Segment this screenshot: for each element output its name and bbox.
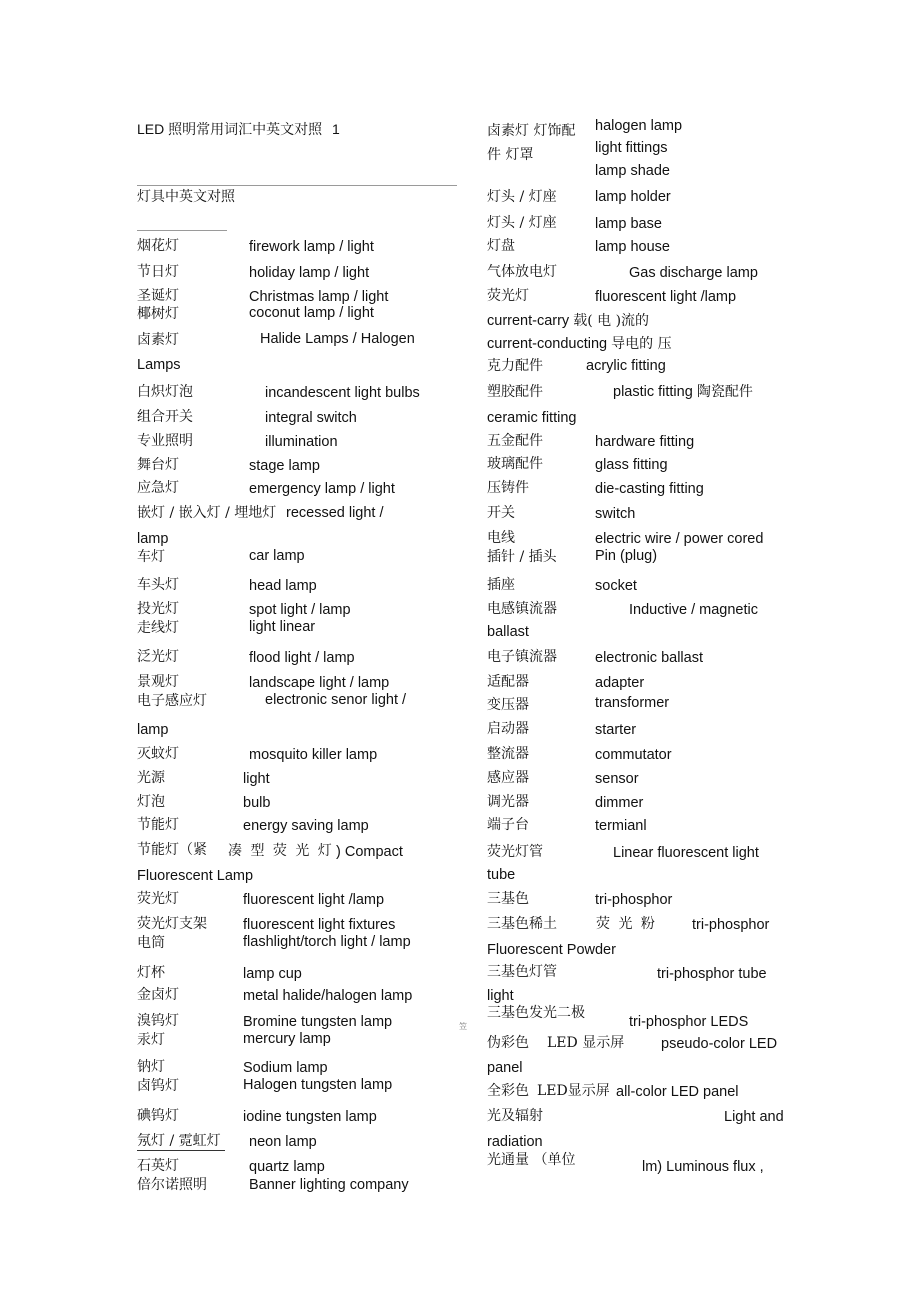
- term-en: acrylic fitting: [586, 358, 666, 374]
- term-en: transformer: [595, 695, 670, 711]
- term-en: lamp holder: [595, 189, 671, 205]
- term-en-cont: lamp: [137, 531, 169, 547]
- term-en: all-color LED panel: [616, 1084, 739, 1100]
- term-en: Halogen tungsten lamp: [243, 1077, 393, 1093]
- term-en: pseudo-color LED: [661, 1036, 778, 1052]
- term-en: bulb: [243, 795, 271, 811]
- term-zh: 光源: [137, 770, 165, 786]
- term-zh-part: 载( 电 )流的: [573, 313, 650, 329]
- term-en: termianl: [595, 818, 647, 834]
- term-zh: 气体放电灯: [487, 264, 557, 280]
- term-en: coconut lamp / light: [249, 305, 374, 321]
- term-zh: 白炽灯泡: [137, 384, 193, 400]
- term-en: lm) Luminous flux ,: [642, 1159, 764, 1175]
- term-en: [487, 312, 649, 330]
- term-zh: 荧光灯管: [487, 844, 543, 860]
- term-zh-part: 导电的 压: [611, 336, 672, 352]
- term-zh: 碘钨灯: [137, 1108, 179, 1124]
- term-en: mercury lamp: [243, 1031, 331, 1047]
- term-en: Christmas lamp / light: [249, 289, 389, 305]
- term-en: Gas discharge lamp: [629, 265, 758, 281]
- term-mid: LED显示屏: [537, 1083, 610, 1099]
- term-zh: 开关: [487, 505, 515, 521]
- term-en: integral switch: [265, 410, 357, 426]
- term-zh: 光及辐射: [487, 1108, 543, 1124]
- term-zh: 烟花灯: [137, 238, 179, 254]
- term-zh: 调光器: [487, 794, 529, 810]
- term-en: Banner lighting company: [249, 1177, 409, 1193]
- term-zh: 灯盘: [487, 238, 515, 254]
- term-en: car lamp: [249, 548, 305, 564]
- term-en: light: [243, 771, 270, 787]
- term-zh: 氖灯 / 霓虹灯: [137, 1133, 221, 1149]
- term-zh: 车头灯: [137, 577, 179, 593]
- term-en-cont: panel: [487, 1060, 523, 1076]
- term-zh-cont: 件 灯罩: [487, 147, 534, 163]
- term-en: stage lamp: [249, 458, 320, 474]
- term-en: [487, 335, 672, 353]
- term-zh: 感应器: [487, 770, 529, 786]
- term-en: switch: [595, 506, 636, 522]
- term-en: Pin (plug): [595, 548, 658, 564]
- term-en: electronic ballast: [595, 650, 703, 666]
- term-en-cont: ceramic fitting: [487, 410, 577, 426]
- term-en: electric wire / power cored: [595, 531, 764, 547]
- term-zh-cont: 凑 型 荧 光 灯: [228, 843, 332, 859]
- title-prefix: LED: [137, 121, 165, 137]
- term-en: incandescent light bulbs: [265, 385, 420, 401]
- term-zh: 节能灯: [137, 817, 179, 833]
- term-zh: 变压器: [487, 697, 529, 713]
- term-en: light fittings: [595, 140, 668, 156]
- term-en: sensor: [595, 771, 639, 787]
- term-zh: 节能灯（紧: [137, 842, 207, 858]
- term-zh: 舞台灯: [137, 457, 179, 473]
- term-en-cont: radiation: [487, 1134, 543, 1150]
- term-en: tri-phosphor: [692, 917, 770, 933]
- term-en: socket: [595, 578, 637, 594]
- term-en: emergency lamp / light: [249, 481, 395, 497]
- term-en: adapter: [595, 675, 645, 691]
- term-en: illumination: [265, 434, 338, 450]
- term-zh: 压铸件: [487, 480, 529, 496]
- term-zh: 走线灯: [137, 620, 179, 636]
- term-zh: 应急灯: [137, 480, 179, 496]
- subtitle-rule: [137, 230, 227, 231]
- term-zh: 塑胶配件: [487, 384, 543, 400]
- neon-underline: [137, 1150, 225, 1151]
- term-zh: 克力配件: [487, 358, 543, 374]
- term-zh: 卤素灯: [137, 332, 179, 348]
- term-en: Halide Lamps / Halogen: [260, 331, 415, 347]
- term-en: electronic senor light /: [265, 692, 407, 708]
- term-zh: 三基色: [487, 891, 529, 907]
- term-zh: 三基色稀土: [487, 916, 557, 932]
- term-zh-part: 陶瓷配件: [696, 384, 753, 400]
- term-zh: 整流器: [487, 746, 529, 762]
- term-zh: 灯头 / 灯座: [487, 189, 557, 205]
- subtitle: 灯具中英文对照: [137, 189, 235, 205]
- term-en: flashlight/torch light / lamp: [243, 934, 411, 950]
- term-en: quartz lamp: [249, 1159, 325, 1175]
- term-zh: 全彩色: [487, 1083, 529, 1099]
- term-en: lamp shade: [595, 163, 670, 179]
- term-zh: 三基色发光二极: [487, 1005, 585, 1021]
- term-zh: 投光灯: [137, 601, 179, 617]
- term-en-cont: tube: [487, 867, 516, 883]
- term-en: dimmer: [595, 795, 644, 811]
- term-zh: 适配器: [487, 674, 529, 690]
- term-en: Light and: [724, 1109, 784, 1125]
- term-en: glass fitting: [595, 457, 668, 473]
- term-en: fluorescent light /lamp: [243, 892, 385, 908]
- term-zh: 钠灯: [137, 1059, 165, 1075]
- term-en: ) Compact: [336, 844, 403, 860]
- term-en: Linear fluorescent light: [613, 845, 759, 861]
- term-zh: 五金配件: [487, 433, 543, 449]
- term-zh: 石英灯: [137, 1158, 179, 1174]
- term-zh: 椰树灯: [137, 306, 179, 322]
- term-zh: 金卤灯: [137, 987, 179, 1003]
- term-en: tri-phosphor: [595, 892, 673, 908]
- term-en-cont: light: [487, 988, 514, 1004]
- term-zh: 插座: [487, 577, 515, 593]
- term-en: hardware fitting: [595, 434, 695, 450]
- term-en: firework lamp / light: [249, 239, 374, 255]
- term-en-cont: Lamps: [137, 357, 181, 373]
- term-en: Inductive / magnetic: [629, 602, 758, 618]
- term-en-part: current-carry: [487, 313, 570, 329]
- term-en: fluorescent light /lamp: [595, 289, 737, 305]
- term-en: recessed light /: [286, 505, 384, 521]
- term-en: flood light / lamp: [249, 650, 355, 666]
- term-en-cont: Fluorescent Lamp: [137, 868, 254, 884]
- term-en: die-casting fitting: [595, 481, 704, 497]
- term-en: halogen lamp: [595, 118, 683, 134]
- term-en: spot light / lamp: [249, 602, 351, 618]
- term-en: holiday lamp / light: [249, 265, 370, 281]
- term-en-cont: Fluorescent Powder: [487, 942, 616, 958]
- term-zh: 景观灯: [137, 674, 179, 690]
- term-zh: 灯泡: [137, 794, 165, 810]
- term-zh: 节日灯: [137, 264, 179, 280]
- term-en: iodine tungsten lamp: [243, 1109, 377, 1125]
- term-zh: 泛光灯: [137, 649, 179, 665]
- term-en: light linear: [249, 619, 316, 635]
- term-zh: 灭蚊灯: [137, 746, 179, 762]
- title-num: 1: [332, 121, 340, 137]
- term-en: fluorescent light fixtures: [243, 917, 396, 933]
- term-en: head lamp: [249, 578, 317, 594]
- term-zh: 三基色灯管: [487, 964, 557, 980]
- term-zh: 电子镇流器: [487, 649, 557, 665]
- term-en: lamp base: [595, 216, 662, 232]
- term-en: mosquito killer lamp: [249, 747, 378, 763]
- stray-mark: 笠: [459, 1022, 467, 1031]
- term-en-part: plastic fitting: [613, 384, 693, 400]
- term-zh: 荧光灯: [137, 891, 179, 907]
- term-en: [613, 383, 753, 401]
- term-zh: 汞灯: [137, 1032, 165, 1048]
- term-zh: 电感镇流器: [487, 601, 557, 617]
- term-en: lamp house: [595, 239, 670, 255]
- term-en: Bromine tungsten lamp: [243, 1014, 393, 1030]
- term-zh: 电线: [487, 530, 515, 546]
- term-en: starter: [595, 722, 637, 738]
- term-en: tri-phosphor LEDS: [629, 1014, 749, 1030]
- term-en: landscape light / lamp: [249, 675, 390, 691]
- term-zh: 溴钨灯: [137, 1013, 179, 1029]
- term-en: energy saving lamp: [243, 818, 369, 834]
- term-mid: [547, 1034, 624, 1052]
- term-zh: 专业照明: [137, 433, 193, 449]
- term-en-cont: lamp: [137, 722, 169, 738]
- title-rule: [137, 185, 457, 186]
- term-zh: 车灯: [137, 549, 165, 565]
- term-zh: 嵌灯 / 嵌入灯 / 埋地灯: [137, 505, 277, 521]
- term-zh: 灯杯: [137, 965, 165, 981]
- term-en: neon lamp: [249, 1134, 317, 1150]
- page-title: [137, 119, 340, 139]
- term-zh: 电子感应灯: [137, 693, 207, 709]
- term-zh: 倍尔诺照明: [137, 1177, 207, 1193]
- term-zh: 组合开关: [137, 409, 193, 425]
- term-en: lamp cup: [243, 966, 302, 982]
- term-zh: 光通量 （单位: [487, 1152, 576, 1168]
- term-en-part: current-conducting: [487, 336, 608, 352]
- term-zh: 灯头 / 灯座: [487, 215, 557, 231]
- term-zh: 卤素灯 灯饰配: [487, 123, 576, 139]
- term-zh: 端子台: [487, 817, 529, 833]
- title-zh: 照明常用词汇中英文对照: [168, 122, 323, 138]
- term-zh: 玻璃配件: [487, 456, 543, 472]
- term-zh: 荧光灯: [487, 288, 529, 304]
- term-zh: 伪彩色: [487, 1035, 529, 1051]
- term-en: tri-phosphor tube: [657, 966, 767, 982]
- term-zh: 圣诞灯: [137, 288, 179, 304]
- term-zh-cont: 荧 光 粉: [596, 916, 655, 932]
- term-zh: 荧光灯支架: [137, 916, 207, 932]
- term-en: commutator: [595, 747, 672, 763]
- term-zh: 启动器: [487, 721, 529, 737]
- term-zh: 插针 / 插头: [487, 549, 557, 565]
- term-en: Sodium lamp: [243, 1060, 328, 1076]
- term-en: metal halide/halogen lamp: [243, 988, 413, 1004]
- term-en-cont: ballast: [487, 624, 529, 640]
- term-mid-text: LED 显示屏: [547, 1035, 625, 1051]
- term-zh: 电筒: [137, 935, 165, 951]
- term-zh: 卤钨灯: [137, 1078, 179, 1094]
